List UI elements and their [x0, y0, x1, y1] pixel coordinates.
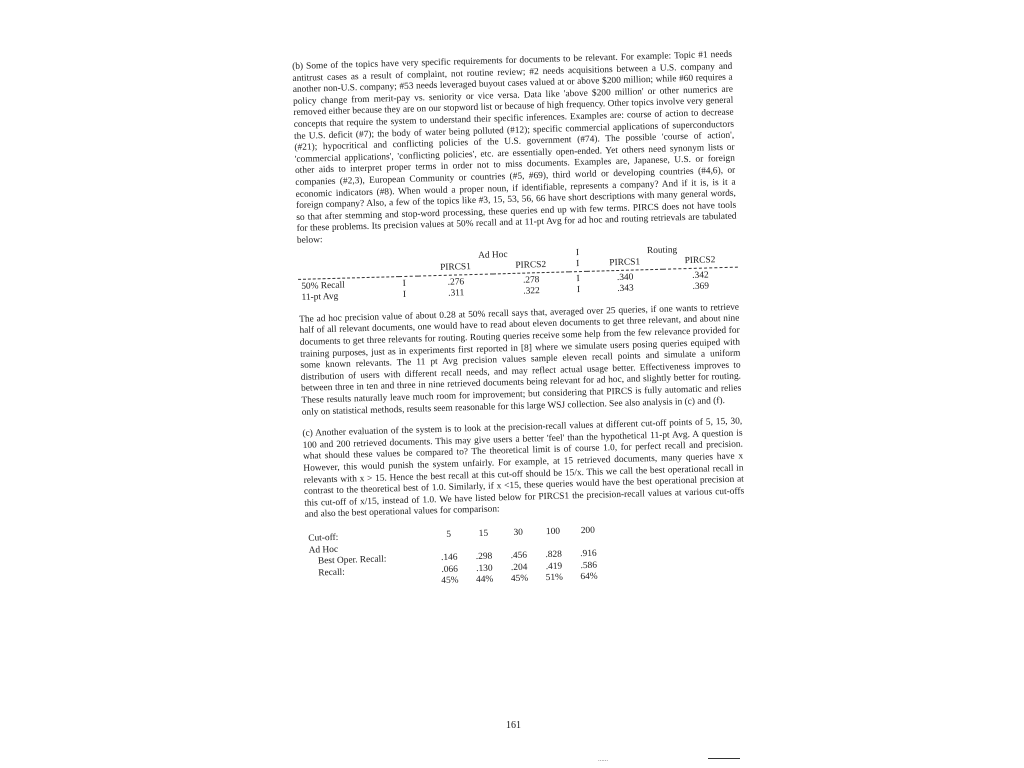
- cell-value: .204: [510, 562, 528, 573]
- group-adhoc: Ad Hoc: [477, 249, 508, 261]
- cell-value: .586: [580, 560, 598, 571]
- cell-value: 51%: [545, 572, 564, 584]
- cell-value: .298: [475, 551, 493, 563]
- row-label: 50% Recall: [301, 280, 345, 292]
- separator: I: [402, 290, 407, 301]
- separator: I: [576, 273, 580, 284]
- row-label: 11-pt Avg: [301, 292, 339, 304]
- col-routing-pircs2: PIRCS2: [684, 255, 716, 267]
- cell-value: 100: [545, 526, 561, 538]
- cell-value: .828: [545, 549, 562, 561]
- separator: I: [402, 278, 406, 289]
- cell-value: .276: [447, 276, 465, 288]
- precision-table: [297, 243, 738, 305]
- col-routing-pircs1: PIRCS1: [609, 257, 641, 269]
- cell-value: .342: [692, 270, 709, 281]
- footer-dots: ......: [598, 757, 609, 763]
- cutoff-table: [305, 525, 607, 591]
- col-adhoc-pircs2: PIRCS2: [515, 260, 547, 271]
- row-label: Ad Hoc: [308, 544, 339, 556]
- cell-value: .311: [448, 288, 465, 300]
- cell-value: .146: [440, 552, 458, 564]
- cell-value: .419: [545, 561, 563, 572]
- document-page: [292, 50, 747, 592]
- section-b-paragraph: (b) Some of the topics have very specific requirements for documents to be relevant. For example: Topic #1 needs antitrust cases as a result of complaint, not routine review; #2 needs acquisitions between a U.S. company and another non-U.S. company; #53 needs leveraged buyout cases valued at or above $200 million; while #60 requires a policy change from merit-pay vs. seniority or vice versa. Data like 'above $200 million' or other numerics are removed either because they are on our stopword list or because of high frequency. Other topics involve very general concepts that require the system to understand their specific inferences. Examples are: course of action to decrease the U.S. deficit (#7); the body of water being polluted (#12); specific commercial applications of superconductors (#21); hypocritical and conflicting policies of the U.S. government (#74). The possible 'course of action', 'commercial applications', 'conflicting policies', etc. are essentially open-ended. Yet others need synonym lists or other aids to interpret proper terms in order not to miss documents. Examples are, Japanese, U.S. or foreign companies (#2,3), European Community or countries (#5, #69), third world or developing countries (#4,6), or economic indicators (#8). When would a proper noun, if identifiable, represents a company? And if it is, is it a foreign company? Also, a few of the topics like #3, 15, 53, 56, 66 have short descriptions with many general words, so that after stemming and stop-word processing, these queries end up with few terms. PIRCS does not have tools for these problems. Its precision values at 50% recall and at 11-pt Avg for ad hoc and routing retrievals are tabulated below:: [292, 49, 737, 246]
- section-c-paragraph: (c) Another evaluation of the system is to look at the precision-recall values at different cut-off points of 5, 15, 30, 100 and 200 retrieved documents. This may give users a better 'feel' than the hypothetical 11-pt Avg. A question is what should these values be compared to? The theoretical limit is of course 1.0, for perfect recall and precision. However, this would punish the system unfairly. For example, at 15 retrieved documents, many queries have x relevants with x > 15. Hence the best recall at this cut-off should be 15/x. This we call the best operational recall in contrast to the theoretical best of 1.0. Similarly, if x <15, these queries would have the best operational precision at this cut-off of x/15, instead of 1.0. We have listed below for PIRCS1 the precision-recall values at various cut-offs and also the best operational values for comparison:: [302, 416, 745, 521]
- separator: I: [575, 247, 580, 258]
- cell-value: 15: [478, 528, 489, 539]
- row-label: Recall:: [318, 567, 345, 579]
- cell-value: 200: [580, 525, 595, 537]
- col-adhoc-pircs1: PIRCS1: [440, 262, 472, 274]
- group-routing: Routing: [646, 244, 678, 256]
- cell-value: 64%: [580, 572, 598, 583]
- footer-line: [708, 758, 740, 759]
- cell-value: 5: [446, 529, 452, 540]
- cell-value: .130: [476, 563, 493, 574]
- cell-value: .916: [580, 548, 597, 560]
- cell-value: .278: [522, 274, 540, 286]
- cell-value: 30: [513, 527, 524, 538]
- cell-value: 45%: [510, 573, 529, 585]
- analysis-paragraph: The ad hoc precision value of about 0.28 at 50% recall says that, averaged over 25 queries, if one wants to retrieve half of all relevant documents, one would have to read about eleven documents to get three relevant, and about nine documents to get three relevants for routing. Routing queries receive some help from the few relevance provided for training purposes, just as in experiments first reported in [8] where we simulate users posing queries equiped with some known relevants. The 11 pt Avg precision values sample eleven recall points and simulate a uniform distribution of users with different recall needs, and may reflect actual usage better. Effectiveness improves to between three in ten and three in nine retrieved documents being relevant for ad hoc, and slightly better for routing. These results naturally leave much room for improvement; but considering that PIRCS is fully automatic and relies only on statistical methods, results seem reasonable for this large WSJ collection. See also analysis in (c) and (f).: [299, 302, 742, 418]
- cell-value: .456: [510, 550, 528, 562]
- cell-value: 44%: [476, 574, 494, 586]
- separator: I: [576, 285, 581, 296]
- separator: I: [576, 259, 580, 270]
- page-number: 161: [506, 720, 521, 731]
- row-label: Cut-off:: [308, 532, 339, 544]
- cell-value: .066: [441, 564, 458, 575]
- cell-value: 45%: [441, 575, 459, 587]
- cell-value: .369: [692, 281, 710, 293]
- cell-value: .322: [523, 286, 540, 297]
- row-label: Best Oper. Recall:: [317, 554, 387, 567]
- cell-value: .340: [616, 272, 634, 283]
- cell-value: .343: [617, 283, 634, 295]
